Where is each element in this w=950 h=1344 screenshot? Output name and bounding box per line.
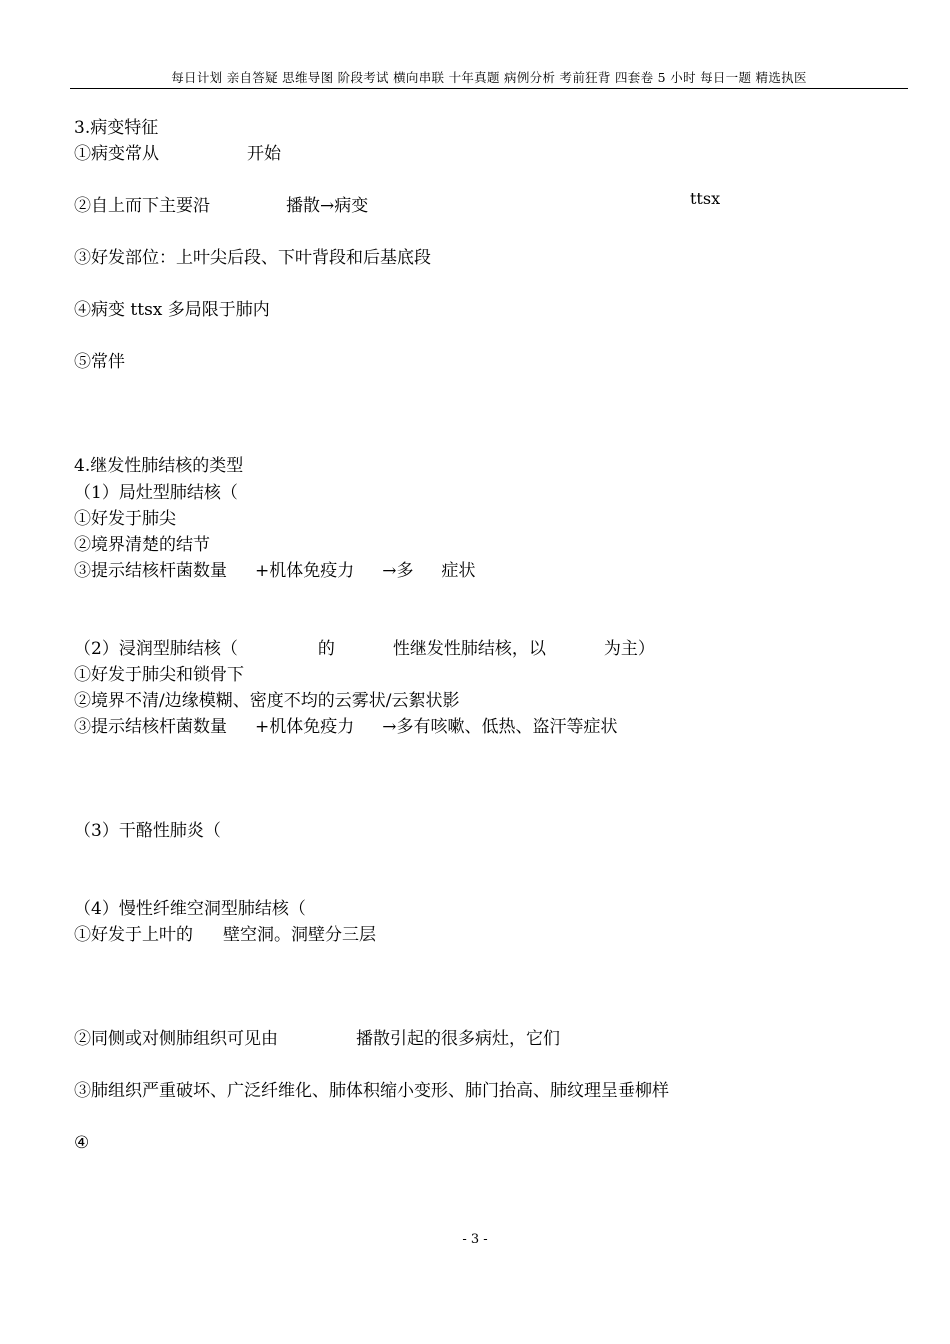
type-3-title: （3）干酪性肺炎（ bbox=[74, 821, 221, 841]
text-segment: 播散引起的很多病灶，它们 bbox=[356, 1029, 560, 1049]
text-segment: →多有咳嗽、低热、盗汗等症状 bbox=[382, 717, 618, 737]
text-segment: 开始 bbox=[247, 144, 281, 164]
text-segment: 壁空洞。洞壁分三层 bbox=[223, 925, 376, 945]
text-segment: ②同侧或对侧肺组织可见由 bbox=[74, 1029, 278, 1049]
side-note: ttsx bbox=[690, 189, 721, 208]
text-segment: 症状 bbox=[441, 561, 476, 581]
type-2-line-1: ①好发于肺尖和锁骨下 bbox=[74, 665, 244, 685]
text-segment: +机体免疫力 bbox=[255, 717, 355, 737]
type-1-line-2: ②境界清楚的结节 bbox=[74, 535, 210, 555]
text-segment: 播散→病变 bbox=[286, 196, 369, 216]
section-4-title: 4.继发性肺结核的类型 bbox=[74, 456, 244, 476]
type-2-line-2: ②境界不清/边缘模糊、密度不均的云雾状/云絮状影 bbox=[74, 691, 460, 711]
text-segment: ①病变常从 bbox=[74, 144, 159, 164]
header-divider bbox=[70, 88, 908, 89]
type-1-line-3 bbox=[74, 560, 476, 582]
text-segment: 为主） bbox=[603, 639, 655, 659]
page-number: - 3 - bbox=[462, 1232, 488, 1247]
header-text: 每日计划 亲自答疑 思维导图 阶段考试 横向串联 十年真题 病例分析 考前狂背 四套卷 5 小时 每日一题 精选执医 bbox=[171, 70, 807, 85]
type-4-line-4: ④ bbox=[74, 1133, 90, 1153]
text-segment: （2）浸润型肺结核（ bbox=[74, 639, 238, 659]
section-3-title: 3.病变特征 bbox=[74, 118, 159, 138]
section-3-line-3: ③好发部位：上叶尖后段、下叶背段和后基底段 bbox=[74, 248, 431, 268]
type-4-line-2 bbox=[74, 1028, 560, 1050]
section-3-line-2 bbox=[74, 195, 368, 217]
text-segment: 性继发性肺结核，以 bbox=[392, 639, 546, 659]
text-segment: →多 bbox=[382, 561, 414, 581]
type-2-line-3 bbox=[74, 716, 618, 738]
section-3-line-1 bbox=[74, 143, 281, 165]
text-segment: 的 bbox=[317, 639, 335, 659]
text-segment: ③提示结核杆菌数量 bbox=[74, 717, 227, 737]
text-segment: ①好发于上叶的 bbox=[74, 925, 193, 945]
type-1-line-1: ①好发于肺尖 bbox=[74, 509, 176, 529]
type-1-title: （1）局灶型肺结核（ bbox=[74, 483, 238, 503]
type-4-title: （4）慢性纤维空洞型肺结核（ bbox=[74, 899, 306, 919]
text-segment: ③提示结核杆菌数量 bbox=[74, 561, 227, 581]
text-segment: ②自上而下主要沿 bbox=[74, 196, 210, 216]
section-3-line-4: ④病变 ttsx 多局限于肺内 bbox=[74, 300, 270, 320]
text-segment: +机体免疫力 bbox=[255, 561, 355, 581]
type-4-line-3: ③肺组织严重破坏、广泛纤维化、肺体积缩小变形、肺门抬高、肺纹理呈垂柳样 bbox=[74, 1081, 669, 1101]
type-2-title bbox=[74, 638, 655, 660]
section-3-line-5: ⑤常伴 bbox=[74, 352, 125, 372]
type-4-line-1 bbox=[74, 924, 376, 946]
